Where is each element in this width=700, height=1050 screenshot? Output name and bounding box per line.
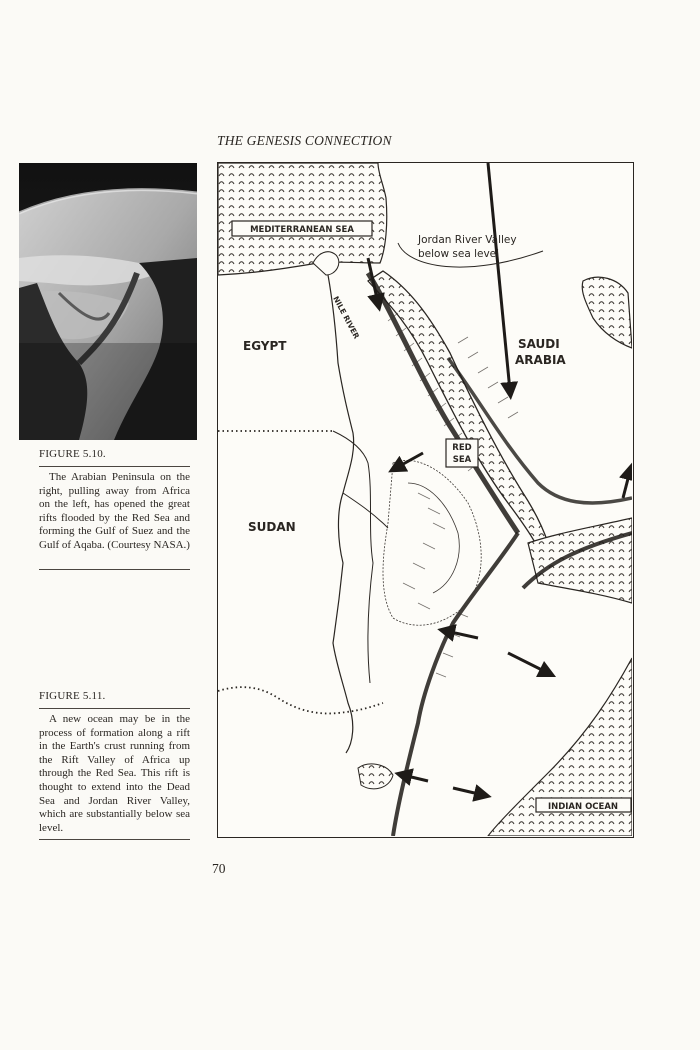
indian-ocean-label: INDIAN OCEAN (547, 802, 619, 812)
satellite-photo (19, 163, 197, 440)
persian-gulf-water (582, 277, 632, 348)
rift-line (393, 533, 518, 836)
red-sea-water (368, 271, 548, 548)
lake-water (358, 764, 393, 789)
saudi-arabia-label-line2: ARABIA (515, 353, 566, 367)
jordan-note-line2: below sea level (418, 248, 500, 260)
mediterranean-label: MEDITERRANEAN SEA (250, 225, 354, 235)
divider-rule (39, 708, 190, 709)
sudan-label: SUDAN (248, 520, 296, 534)
divider-rule (39, 839, 190, 840)
red-sea-label-line1: RED (452, 443, 472, 453)
egypt-label: EGYPT (243, 339, 287, 353)
page-number: 70 (212, 861, 226, 876)
figure-5-10-label: FIGURE 5.10. (39, 448, 106, 460)
jordan-note-line1: Jordan River Valley (418, 234, 517, 246)
nile-river-label: NILE RIVER (331, 294, 362, 341)
running-head-title: THE GENESIS CONNECTION (217, 133, 392, 148)
divider-rule (39, 569, 190, 570)
figure-5-11-caption: A new ocean may be in the process of formation along a rift in the Earth's crust running from the Rift Valley of Africa up through the Red Sea. This rift is thought to extend into the Dead Sea and Jordan River Valley, which are substantially below sea level. (39, 713, 190, 834)
border-sudan-south (218, 687, 383, 713)
nile-river (328, 275, 354, 753)
figure-5-11-label: FIGURE 5.11. (39, 690, 106, 702)
saudi-arabia-label-line1: SAUDI (518, 337, 560, 351)
mediterranean-water (218, 163, 387, 275)
figure-5-10-caption: The Arabian Peninsula on the right, pulling away from Africa on the left, has opened the great rifts flooded by the Red Sea and forming the Gulf of Suez and the Gulf of Aqaba. (Courtesy NASA.) (39, 471, 190, 551)
rift-map (217, 162, 634, 838)
red-sea-label-line2: SEA (452, 455, 472, 465)
divider-rule (39, 466, 190, 467)
border-sudan-east (333, 431, 373, 683)
